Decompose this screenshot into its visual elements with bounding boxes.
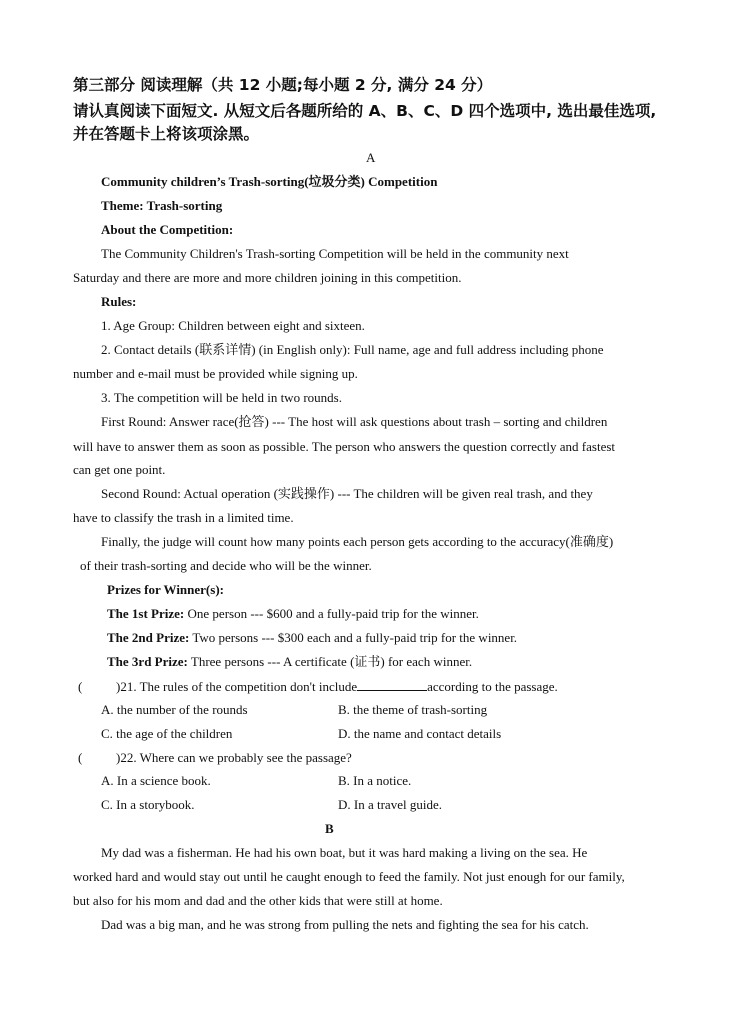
option-21-a[interactable]: A. the number of the rounds [101, 702, 248, 717]
rule-1: 1. Age Group: Children between eight and sixteen. [101, 318, 365, 333]
passage-b-text-cont: worked hard and would stay out until he caught enough to feed the family. Not just enough for our family, [73, 869, 625, 884]
passage-b-text-end: but also for his mom and dad and the other kids that were still at home. [73, 893, 443, 908]
option-21-d[interactable]: D. the name and contact details [338, 726, 502, 741]
option-22-d[interactable]: D. In a travel guide. [338, 797, 442, 812]
option-21-c[interactable]: C. the age of the children [101, 726, 233, 741]
prizes-heading: Prizes for Winner(s): [107, 582, 224, 597]
question-22-stem: )22. Where can we probably see the passage? [116, 750, 352, 765]
option-22-a[interactable]: A. In a science book. [101, 773, 211, 788]
section-instruction-cont: 并在答题卡上将该项涂黑。 [73, 125, 260, 143]
prize-1 [107, 606, 479, 622]
passage-b-paragraph-2: Dad was a big man, and he was strong from pulling the nets and fighting the sea for his catch. [101, 917, 589, 932]
passage-b-letter: B [325, 821, 334, 836]
round-1-end: can get one point. [73, 462, 166, 477]
prize-2 [107, 630, 517, 646]
question-21 [78, 678, 558, 695]
passage-a-theme: Theme: Trash-sorting [101, 198, 223, 213]
prize-3-label: The 3rd Prize: [107, 654, 188, 669]
answer-paren[interactable]: ( [78, 750, 83, 765]
about-text-cont: Saturday and there are more and more children joining in this competition. [73, 270, 462, 285]
option-22-c[interactable]: C. In a storybook. [101, 797, 195, 812]
about-heading: About the Competition: [101, 222, 234, 237]
answer-paren[interactable]: ( [78, 679, 83, 694]
question-21-stem: )21. The rules of the competition don't include [116, 679, 358, 694]
section-title: 第三部分 阅读理解（共 12 小题;每小题 2 分, 满分 24 分） [73, 76, 493, 94]
passage-b-text: My dad was a fisherman. He had his own boat, but it was hard making a living on the sea. He [101, 845, 588, 860]
about-text: The Community Children's Trash-sorting Competition will be held in the community next [101, 246, 569, 261]
prize-1-label: The 1st Prize: [107, 606, 185, 621]
question-22 [78, 750, 352, 766]
rule-2-cont: number and e-mail must be provided while signing up. [73, 366, 358, 381]
option-21-b[interactable]: B. the theme of trash-sorting [338, 702, 488, 717]
prize-2-label: The 2nd Prize: [107, 630, 190, 645]
prize-3-text: Three persons --- A certificate (证书) for each winner. [187, 654, 473, 669]
final-rule-cont: of their trash-sorting and decide who will be the winner. [80, 558, 372, 573]
passage-a-title: Community children’s Trash-sorting(垃圾分类) Competition [101, 174, 438, 189]
round-2-cont: have to classify the trash in a limited time. [73, 510, 294, 525]
answer-blank [357, 678, 427, 691]
rule-2: 2. Contact details (联系详情) (in English only): Full name, age and full address including phone [101, 342, 604, 357]
option-22-b[interactable]: B. In a notice. [338, 773, 412, 788]
question-21-tail: according to the passage. [427, 679, 558, 694]
round-1: First Round: Answer race(抢答) --- The host will ask questions about trash – sorting and children [101, 414, 608, 429]
prize-1-text: One person --- $600 and a fully-paid trip for the winner. [184, 606, 479, 621]
rules-heading: Rules: [101, 294, 137, 309]
prize-3 [107, 654, 472, 670]
round-1-cont: will have to answer them as soon as possible. The person who answers the question correctly and fastest [73, 439, 616, 454]
passage-a-letter: A [366, 150, 376, 165]
section-instruction: 请认真阅读下面短文. 从短文后各题所给的 A、B、C、D 四个选项中, 选出最佳选项, [73, 102, 657, 120]
final-rule: Finally, the judge will count how many points each person gets according to the accuracy(准确度) [101, 534, 614, 549]
rule-3: 3. The competition will be held in two rounds. [101, 390, 342, 405]
prize-2-text: Two persons --- $300 each and a fully-paid trip for the winner. [189, 630, 518, 645]
round-2: Second Round: Actual operation (实践操作) --- The children will be given real trash, and they [101, 486, 593, 501]
